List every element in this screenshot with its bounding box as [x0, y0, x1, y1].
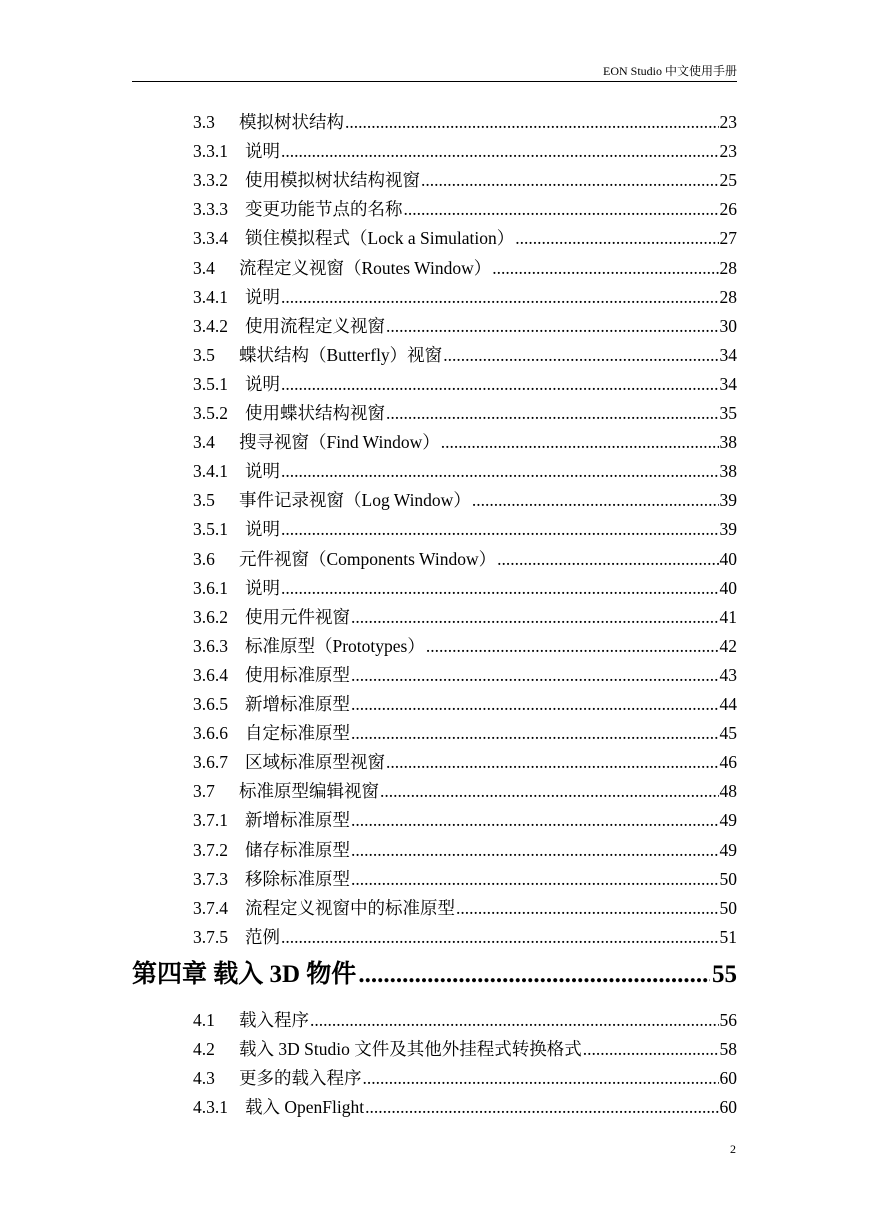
dot-leader — [497, 547, 718, 571]
toc-entry[interactable] — [193, 779, 737, 803]
toc-entry-title: 范例 — [245, 926, 280, 947]
dot-leader — [426, 634, 719, 658]
toc-entry-title: 蝶状结构（Butterfly）视窗 — [239, 344, 443, 365]
dot-leader — [386, 314, 719, 338]
toc-entry-title: 说明 — [245, 286, 280, 307]
toc-entry-number: 3.5.2 — [193, 403, 228, 423]
toc-entry-number: 3.5.1 — [193, 373, 228, 394]
toc-entry-page: 40 — [719, 577, 737, 598]
toc-entry-page: 42 — [719, 635, 737, 656]
toc-entry-page: 40 — [719, 548, 737, 569]
toc-entry-title: 自定标准原型 — [245, 723, 350, 744]
toc-entry-title: 元件视窗（Components Window） — [239, 548, 497, 569]
toc-entry-page: 41 — [719, 606, 737, 627]
toc-entry-number: 3.3.3 — [193, 199, 228, 220]
toc-entry[interactable] — [193, 285, 737, 309]
toc-entry-page: 46 — [719, 752, 737, 773]
dot-leader — [351, 867, 719, 891]
toc-entry-page: 38 — [719, 432, 737, 453]
toc-entry-number: 3.7.3 — [193, 868, 228, 889]
toc-entry-number: 4.3 — [193, 1068, 215, 1089]
toc-entry[interactable] — [193, 925, 737, 949]
toc-entry[interactable] — [193, 547, 737, 571]
toc-entry-page: 35 — [719, 403, 737, 423]
toc-entry-number: 3.7.1 — [193, 810, 228, 831]
dot-leader — [351, 838, 719, 862]
dot-leader — [472, 488, 719, 512]
toc-entry-number: 3.6.2 — [193, 606, 228, 627]
toc-entry-page: 39 — [719, 519, 737, 540]
toc-entry-number: 4.2 — [193, 1039, 215, 1060]
toc-entry-number: 4.1 — [193, 1010, 215, 1030]
toc-entry-title: 说明 — [245, 373, 280, 394]
toc-entry[interactable] — [193, 634, 737, 658]
toc-entry-title: 搜寻视窗（Find Window） — [239, 432, 440, 453]
toc-entry[interactable] — [193, 1008, 737, 1032]
toc-entry-page: 49 — [719, 810, 737, 831]
toc-entry-page: 45 — [719, 723, 737, 744]
toc-entry-number: 3.3.4 — [193, 228, 228, 249]
dot-leader — [456, 896, 719, 920]
toc-entry-page: 28 — [719, 257, 737, 278]
toc-entry-page: 49 — [719, 839, 737, 860]
dot-leader — [310, 1008, 719, 1032]
toc-entry-title: 模拟树状结构 — [239, 112, 344, 132]
dot-leader — [345, 110, 719, 134]
toc-entry[interactable] — [193, 1066, 737, 1090]
toc-entry-title: 锁住模拟程式（Lock a Simulation） — [245, 228, 515, 249]
toc-entry-number: 3.6.4 — [193, 664, 228, 685]
toc-entry-page: 34 — [719, 344, 737, 365]
toc-entry-number: 3.6 — [193, 548, 215, 569]
toc-entry[interactable] — [193, 139, 737, 163]
toc-entry[interactable] — [193, 401, 737, 425]
dot-leader — [351, 605, 719, 629]
toc-entry-title: 流程定义视窗中的标准原型 — [245, 897, 455, 918]
toc-entry-page: 23 — [719, 141, 737, 162]
toc-entry-number: 3.5.1 — [193, 519, 228, 540]
toc-entry-page: 60 — [719, 1068, 737, 1089]
toc-entry-title: 载入程序 — [239, 1010, 309, 1030]
toc-entry[interactable] — [193, 343, 737, 367]
header-rule — [132, 81, 737, 82]
toc-entry[interactable] — [193, 808, 737, 832]
dot-leader — [404, 197, 719, 221]
toc-entry-page: 50 — [719, 868, 737, 889]
dot-leader — [351, 808, 719, 832]
dot-leader — [281, 459, 719, 483]
toc-entry-title: 标准原型（Prototypes） — [245, 635, 425, 656]
toc-entry-page: 48 — [719, 781, 737, 802]
toc-entry-title: 变更功能节点的名称 — [245, 199, 403, 220]
toc-entry-number: 3.3.2 — [193, 170, 228, 191]
dot-leader — [583, 1037, 719, 1061]
toc-entry[interactable] — [193, 896, 737, 920]
dot-leader — [441, 430, 719, 454]
toc-entry-page: 28 — [719, 286, 737, 307]
dot-leader — [386, 750, 719, 774]
dot-leader — [281, 925, 719, 949]
toc-entry-title: 新增标准原型 — [245, 810, 350, 831]
toc-entry-number: 3.6.1 — [193, 577, 228, 598]
toc-entry[interactable] — [193, 605, 737, 629]
toc-entry-title: 说明 — [245, 519, 280, 540]
toc-entry-number: 3.7 — [193, 781, 215, 802]
toc-entry[interactable] — [193, 372, 737, 396]
dot-leader — [351, 692, 719, 716]
toc-entry-number: 3.5 — [193, 490, 215, 511]
toc-entry-title: 新增标准原型 — [245, 694, 350, 714]
toc-entry-page: 50 — [719, 897, 737, 918]
toc-entry[interactable] — [193, 663, 737, 687]
toc-entry-page: 23 — [719, 112, 737, 132]
toc-entry[interactable] — [193, 168, 737, 192]
toc-entry[interactable] — [193, 197, 737, 221]
dot-leader — [492, 256, 718, 280]
toc-entry-page: 43 — [719, 664, 737, 685]
toc-entry[interactable] — [193, 838, 737, 862]
toc-entry-title: 使用蝶状结构视窗 — [245, 403, 385, 423]
toc-entry-number: 4.3.1 — [193, 1097, 228, 1118]
toc-entry-title: 使用元件视窗 — [245, 606, 350, 627]
toc-entry-title: 说明 — [245, 577, 280, 598]
dot-leader — [281, 517, 719, 541]
toc-entry-page: 27 — [719, 228, 737, 249]
toc-entry[interactable] — [193, 576, 737, 600]
toc-entry-page: 58 — [719, 1039, 737, 1060]
toc-entry-page: 60 — [719, 1097, 737, 1118]
toc-entry-number: 3.4.1 — [193, 286, 228, 307]
toc-entry-number: 3.3 — [193, 112, 215, 132]
toc-entry-number: 3.7.5 — [193, 926, 228, 947]
toc-entry-number: 3.6.7 — [193, 752, 228, 773]
toc-entry-number: 3.6.5 — [193, 694, 228, 714]
toc-entry[interactable] — [193, 226, 737, 250]
chapter-page: 55 — [712, 961, 737, 988]
toc-entry[interactable] — [193, 430, 737, 454]
dot-leader — [281, 576, 719, 600]
toc-entry-number: 3.6.6 — [193, 723, 228, 744]
toc-entry-number: 3.4 — [193, 432, 215, 453]
toc-entry-number: 3.4 — [193, 257, 215, 278]
toc-entry[interactable] — [193, 1037, 737, 1061]
toc-entry-title: 载入 3D Studio 文件及其他外挂程式转换格式 — [239, 1039, 582, 1060]
toc-entry-title: 更多的载入程序 — [239, 1068, 362, 1089]
toc-entry-page: 26 — [719, 199, 737, 220]
toc-entry-title: 移除标准原型 — [245, 868, 350, 889]
dot-leader — [421, 168, 719, 192]
toc-entry-page: 25 — [719, 170, 737, 191]
toc-entry-title: 事件记录视窗（Log Window） — [239, 490, 471, 511]
toc-entry-title: 储存标准原型 — [245, 839, 350, 860]
dot-leader — [515, 226, 718, 250]
dot-leader — [443, 343, 718, 367]
dot-leader — [358, 958, 710, 992]
toc-entry-number: 3.7.4 — [193, 897, 228, 918]
toc-entry-number: 3.4.1 — [193, 461, 228, 482]
dot-leader — [281, 285, 719, 309]
toc-entry-title: 标准原型编辑视窗 — [239, 781, 379, 802]
toc-entry[interactable] — [193, 1095, 737, 1119]
toc-entry-title: 说明 — [245, 461, 280, 482]
toc-entry[interactable] — [193, 517, 737, 541]
toc-entry-number: 3.7.2 — [193, 839, 228, 860]
toc-entry-title: 载入 OpenFlight — [245, 1097, 365, 1118]
toc-entry-number: 3.3.1 — [193, 141, 228, 162]
toc-entry[interactable] — [193, 488, 737, 512]
toc-entry-title: 使用模拟树状结构视窗 — [245, 170, 420, 191]
page-header: EON Studio 中文使用手册 — [602, 64, 737, 78]
toc-entry[interactable] — [193, 459, 737, 483]
toc-entry-page: 34 — [719, 373, 737, 394]
toc-entry-page: 30 — [719, 315, 737, 336]
toc-entry-title: 使用标准原型 — [245, 664, 350, 685]
toc-entry-number: 3.4.2 — [193, 315, 228, 336]
toc-entry[interactable] — [193, 867, 737, 891]
toc-entry[interactable] — [193, 721, 737, 745]
dot-leader — [351, 663, 719, 687]
dot-leader — [281, 139, 719, 163]
toc-entry[interactable] — [193, 314, 737, 338]
toc-entry-number: 3.6.3 — [193, 635, 228, 656]
dot-leader — [386, 401, 719, 425]
dot-leader — [281, 372, 719, 396]
toc-entry-title: 使用流程定义视窗 — [245, 315, 385, 336]
toc-entry-page: 38 — [719, 461, 737, 482]
toc-entry-title: 区域标准原型视窗 — [245, 752, 385, 773]
toc-entry[interactable] — [193, 110, 737, 134]
toc-entry-title: 说明 — [245, 141, 280, 162]
dot-leader — [363, 1066, 719, 1090]
toc-entry-number: 3.5 — [193, 344, 215, 365]
dot-leader — [351, 721, 719, 745]
toc-entry-page: 44 — [719, 694, 737, 714]
dot-leader — [365, 1095, 718, 1119]
dot-leader — [380, 779, 719, 803]
chapter-title: 第四章 载入 3D 物件 — [132, 961, 357, 988]
page-number: 2 — [730, 1142, 736, 1156]
toc-chapter-4[interactable] — [132, 958, 737, 992]
toc-entry-page: 56 — [719, 1010, 737, 1030]
toc-entry[interactable] — [193, 750, 737, 774]
toc-entry[interactable] — [193, 256, 737, 280]
toc-entry-title: 流程定义视窗（Routes Window） — [239, 257, 492, 278]
toc-entry-page: 51 — [719, 926, 737, 947]
toc-entry-page: 39 — [719, 490, 737, 511]
toc-entry[interactable] — [193, 692, 737, 716]
